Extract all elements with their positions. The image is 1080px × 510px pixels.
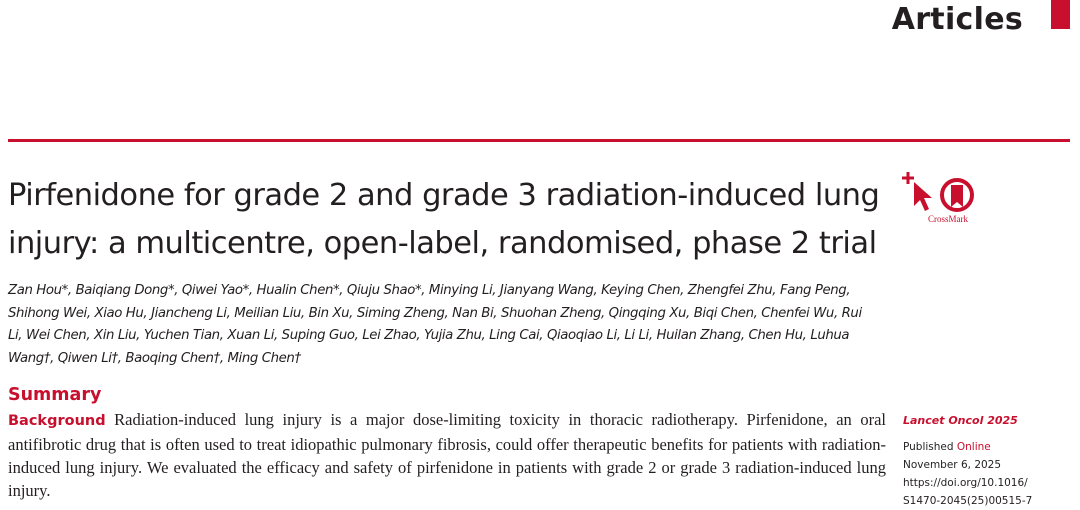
published-prefix: Published [903, 441, 957, 453]
crossmark-badge[interactable] [900, 170, 990, 230]
section-header: Articles [891, 2, 1023, 37]
article-title: Pirfenidone for grade 2 and grade 3 radiation-induced lung injury: a multicentre, open-label, randomised, phase 2 trial [8, 178, 880, 261]
crossmark-label: CrossMark [928, 214, 968, 224]
doi-line-1[interactable]: https://doi.org/10.1016/ [903, 477, 1028, 489]
top-rule [8, 139, 1070, 142]
author-list: Zan Hou*, Baiqiang Dong*, Qiwei Yao*, Hualin Chen*, Qiuju Shao*, Minying Li, Jianyang Wang, Keying Chen, Zhengfei Zhu, Fang Peng, Shihong Wei, Xiao Hu, Jiancheng Li, Meilian Liu, Bin Xu, Siming Zheng, Nan Bi, Shuohan Zheng, Qingqing Xu, Biqi Chen, Chenfei Wu, Rui Li, Wei Chen, Xin Liu, Yuchen Tian, Xuan Li, Suping Guo, Lei Zhao, Yujia Zhu, Ling Cai, Qiaoqiao Li, Li Li, Huilan Zhang, Chen Hu, Luhua Wang†, Qiwen Li†, Baoqing Chen†, Ming Chen† [8, 283, 862, 366]
published-online: Online [956, 441, 991, 453]
background-label: Background [8, 413, 106, 429]
brand-bar [1051, 0, 1070, 29]
journal-citation: Lancet Oncol 2025 [903, 414, 1018, 427]
summary-heading: Summary [8, 385, 102, 405]
published-line [903, 438, 1073, 456]
plus-cursor-icon [900, 170, 940, 214]
publication-sidebar [903, 412, 1073, 510]
doi-line-2[interactable]: S1470-2045(25)00515-7 [903, 495, 1033, 507]
published-date: November 6, 2025 [903, 459, 1002, 471]
background-text: Radiation-induced lung injury is a major dose-limiting toxicity in thoracic radiotherapy. Pirfenidone, an oral antifibrotic drug that is often used to treat idiopathic pulmonary fibrosis, could offer therapeutic benefits for patients with radiation-induced lung injury. We evaluated the efficacy and safety of pirfenidone in patients with grade 2 or grade 3 radiation-induced lung injury. [8, 410, 886, 500]
summary-background [8, 408, 886, 502]
